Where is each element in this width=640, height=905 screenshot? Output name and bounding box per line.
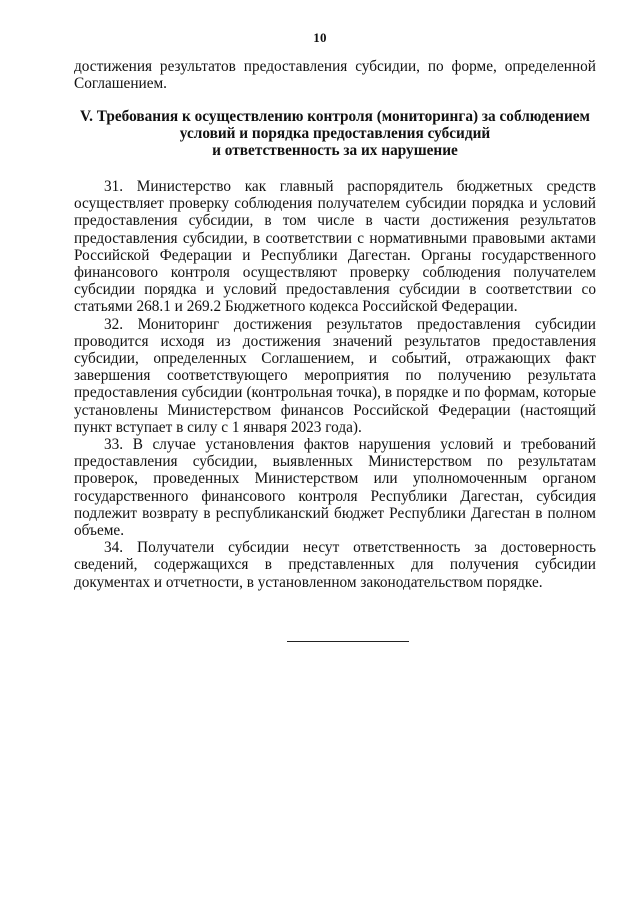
paragraph-32: 32. Мониторинг достижения результатов предоставления субсидии проводится исходя из достижения значений результатов предоставления субсидии, определенных Соглашением, и событий, отражающих факт завершения соответствующего мероприятия по получению результата предоставления субсидии (контрольная точка), в порядке и по формам, которые установлены Министерством финансов Российской Федерации (настоящий пункт вступает в силу с 1 января 2023 года). xyxy=(74,315,596,436)
section-heading xyxy=(70,108,600,160)
section-heading-line: и ответственность за их нарушение xyxy=(212,142,458,160)
paragraph-31: 31. Министерство как главный распорядитель бюджетных средств осуществляет проверку соблюдения получателем субсидии порядка и условий предоставления субсидии, в том числе в части достижения результатов предоставления субсидии, в соответствии с нормативными правовыми актами Российской Федерации и Республики Дагестан. Органы государственного финансового контроля осуществляют проверку соблюдения получателем субсидии порядка и условий предоставления субсидии в соответствии со статьями 268.1 и 269.2 Бюджетного кодекса Российской Федерации. xyxy=(74,178,596,316)
section-heading-line: условий и порядка предоставления субсидий xyxy=(179,125,491,143)
section-heading-line: V. Требования к осуществлению контроля (мониторинга) за соблюдением xyxy=(80,108,590,125)
paragraph-34: 34. Получатели субсидии несут ответственность за достоверность сведений, содержащихся в представленных для получения субсидии документах и отчетности, в установленном законодательством порядке. xyxy=(74,539,596,591)
end-separator-line xyxy=(287,641,409,642)
section-body xyxy=(74,178,596,591)
page-number: 10 xyxy=(313,30,327,45)
continuation-text: достижения результатов предоставления субсидии, по форме, определенной Соглашением. xyxy=(74,58,596,93)
paragraph-33: 33. В случае установления фактов нарушения условий и требований предоставления субсидии, выявленных Министерством по результатам проверок, проведенных Министерством или уполномоченным органом государственного финансового контроля Республики Дагестан, субсидия подлежит возврату в республиканский бюджет Республики Дагестан в полном объеме. xyxy=(74,436,596,540)
